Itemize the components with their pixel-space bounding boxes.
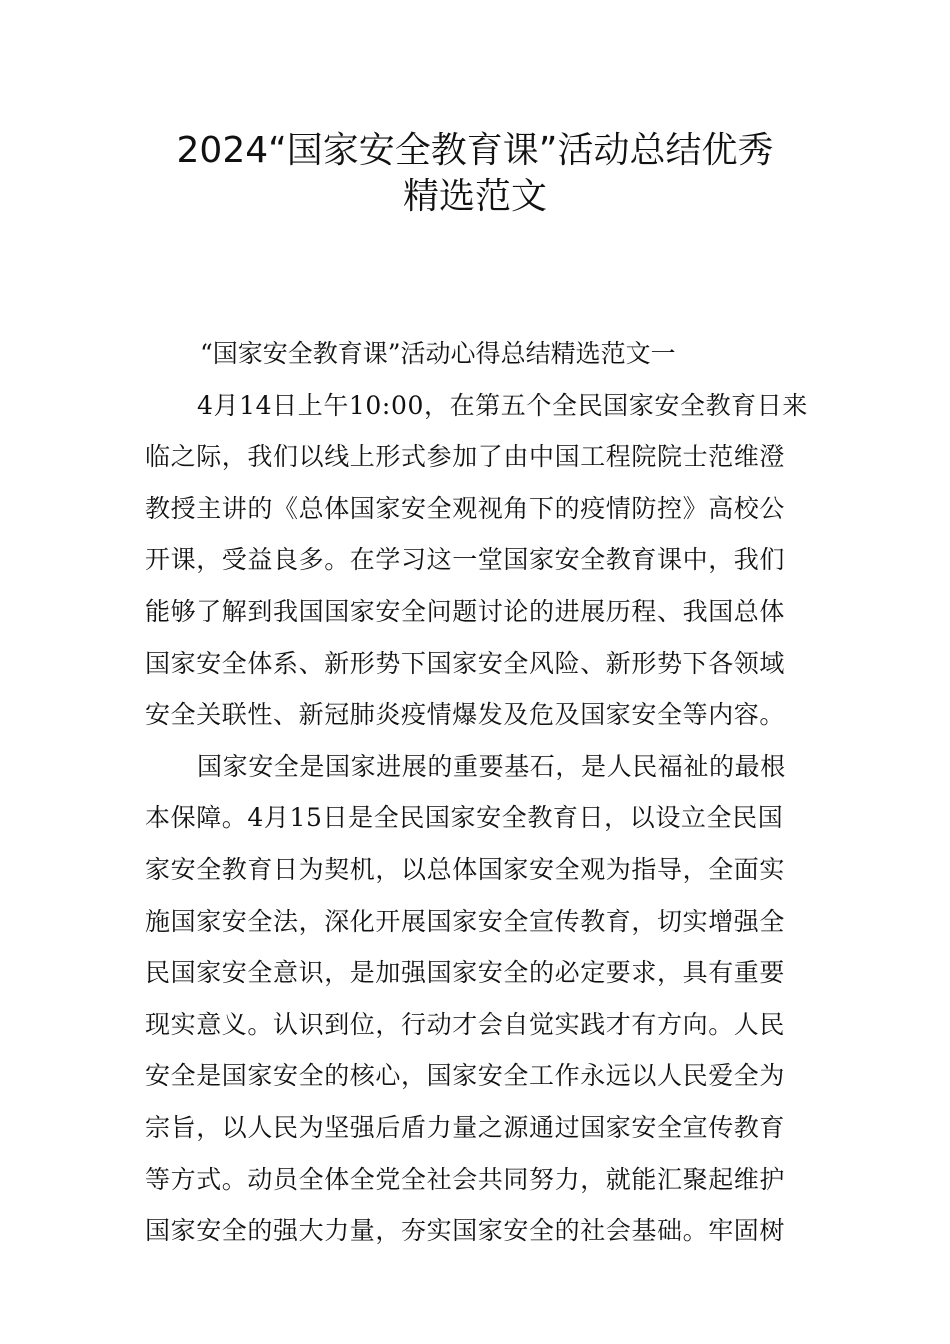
title-line-1: 2024“国家安全教育课”活动总结优秀 [176,130,774,171]
title-line-2: 精选范文 [402,176,547,217]
paragraph-line: 安全是国家安全的核心，国家安全工作永远以人民爱全为 [145,1061,786,1091]
paragraph-line: 宗旨，以人民为坚强后盾力量之源通过国家安全宣传教育 [145,1112,786,1142]
paragraph-line: 安全关联性、新冠肺炎疫情爆发及危及国家安全等内容。 [145,700,786,730]
section-subtitle: “国家安全教育课”活动心得总结精选范文一 [200,339,676,368]
paragraph-line: 国家安全是国家进展的重要基石，是人民福祉的最根 [197,751,786,781]
paragraph-line: 国家安全的强大力量，夯实国家安全的社会基础。牢固树 [145,1216,786,1246]
document-body [145,328,810,1257]
paragraph-line: 国家安全体系、新形势下国家安全风险、新形势下各领域 [145,648,786,678]
paragraph-line: 家安全教育日为契机，以总体国家安全观为指导，全面实 [145,854,786,884]
paragraph-line: 民国家安全意识，是加强国家安全的必定要求，具有重要 [145,958,786,988]
paragraph-line: 施国家安全法，深化开展国家安全宣传教育，切实增强全 [145,906,786,936]
paragraph-line: 等方式。动员全体全党全社会共同努力，就能汇聚起维护 [145,1164,786,1194]
paragraph-line: 教授主讲的《总体国家安全观视角下的疫情防控》高校公 [145,493,786,523]
paragraph-line: 本保障。4月15日是全民国家安全教育日，以设立全民国 [145,803,784,833]
document-title [120,128,830,220]
paragraph-line: 开课，受益良多。在学习这一堂国家安全教育课中，我们 [145,545,786,575]
paragraph-1 [145,380,810,741]
paragraph-line: 现实意义。认识到位，行动才会自觉实践才有方向。人民 [145,1009,786,1039]
paragraph-line: 4月14日上午10:00，在第五个全民国家安全教育日来 [197,390,808,420]
paragraph-line: 能够了解到我国国家安全问题讨论的进展历程、我国总体 [145,596,786,626]
paragraph-line: 临之际，我们以线上形式参加了由中国工程院院士范维澄 [145,442,786,472]
paragraph-2 [145,741,810,1257]
